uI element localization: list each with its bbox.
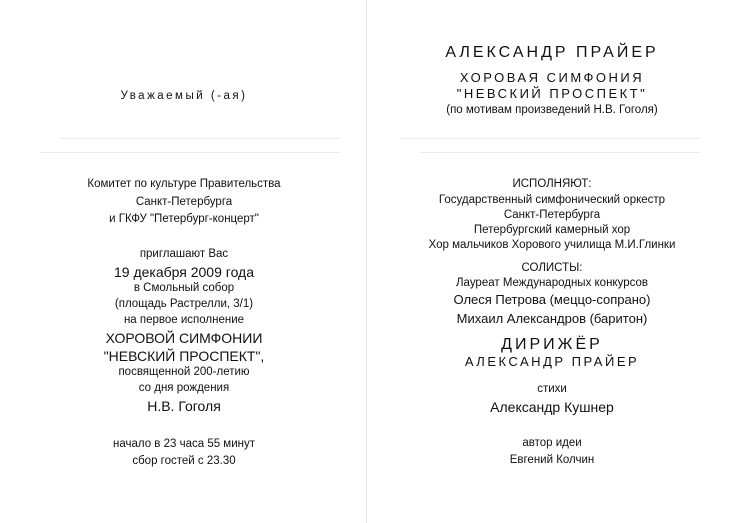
soloists-heading: СОЛИСТЫ:	[521, 262, 583, 274]
venue: в Смольный собор	[133, 282, 235, 294]
idea-author: Евгений Колчин	[509, 454, 595, 466]
conductor-name: АЛЕКСАНДР ПРАЙЕР	[464, 354, 640, 369]
performer: Санкт-Петербурга	[503, 209, 601, 221]
dedication-line: со дня рождения	[138, 382, 230, 394]
poet-name: Александр Кушнер	[490, 399, 614, 415]
organizer-line: Комитет по культуре Правительства	[87, 178, 281, 190]
conductor-heading: ДИРИЖЁР	[501, 336, 603, 353]
dedication-line: посвященной 200-летию	[118, 366, 250, 378]
honoree: Н.В. Гоголя	[147, 398, 221, 414]
idea-heading: автор идеи	[522, 437, 582, 449]
performer: Хор мальчиков Хорового училища М.И.Глинки	[428, 239, 676, 251]
performers-heading: ИСПОЛНЯЮТ:	[512, 178, 592, 190]
work-subtitle: (по мотивам произведений Н.В. Гоголя)	[446, 104, 658, 116]
verses-heading: стихи	[537, 383, 567, 395]
organizer-line: Санкт-Петербурга	[135, 196, 233, 208]
first-performance: на первое исполнение	[123, 314, 245, 326]
work-title: ХОРОВАЯ СИМФОНИЯ	[459, 70, 645, 85]
venue-address: (площадь Растрелли, 3/1)	[114, 298, 254, 310]
guest-arrival: сбор гостей с 23.30	[132, 455, 236, 467]
right-page	[368, 0, 736, 523]
performer: Государственный симфонический оркестр	[438, 194, 666, 206]
start-time: начало в 23 часа 55 минут	[112, 438, 255, 450]
invite-text: приглашают Вас	[139, 248, 229, 260]
organizer-line: и ГКФУ "Петербург-концерт"	[109, 213, 259, 225]
work-title: "НЕВСКИЙ ПРОСПЕКТ",	[103, 348, 265, 364]
soloist: Михаил Александров (баритон)	[456, 311, 648, 326]
soloist: Олеся Петрова (меццо-сопрано)	[453, 292, 651, 307]
work-title: "НЕВСКИЙ ПРОСПЕКТ"	[456, 86, 648, 101]
greeting: Уважаемый (-ая)	[120, 90, 248, 102]
composer-name: АЛЕКСАНДР ПРАЙЕР	[445, 44, 659, 61]
performer: Петербургский камерный хор	[473, 224, 631, 236]
laureate-note: Лауреат Международных конкурсов	[456, 277, 648, 289]
work-title: ХОРОВОЙ СИМФОНИИ	[105, 330, 263, 346]
event-date: 19 декабря 2009 года	[113, 264, 255, 280]
